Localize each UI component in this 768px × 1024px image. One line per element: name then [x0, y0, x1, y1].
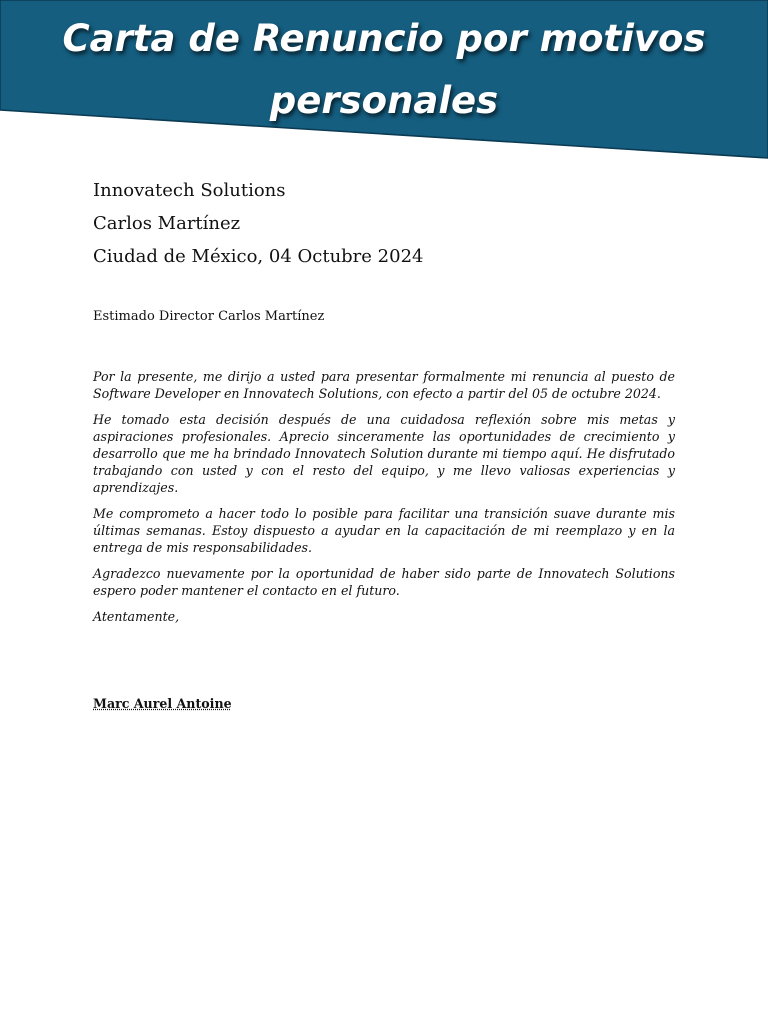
- letter-header: [93, 174, 683, 273]
- place-date: Ciudad de México, 04 Octubre 2024: [93, 246, 424, 267]
- paragraph: He tomado esta decisión después de una cuidadosa reflexión sobre mis metas y aspiraciones profesionales. Aprecio sinceramente las oportunidades de crecimiento y desarrollo que me ha brindado Innovatech Solution durante mi tiempo aquí. He disfrutado trabajando con usted y con el resto del equipo, y me llevo valiosas experiencias y aprendizajes.: [93, 412, 675, 495]
- paragraph: Por la presente, me dirijo a usted para presentar formalmente mi renuncia al puesto de Software Developer en Innovatech Solutions, con efecto a partir del 05 de octubre 2024.: [93, 369, 675, 401]
- paragraph: Agradezco nuevamente por la oportunidad de haber sido parte de Innovatech Solutions espero poder mantener el contacto en el futuro.: [93, 566, 675, 598]
- salutation: Estimado Director Carlos Martínez: [93, 309, 325, 324]
- letter-body: [93, 368, 675, 634]
- recipient-name: Carlos Martínez: [93, 213, 241, 234]
- paragraph: Me comprometo a hacer todo lo posible para facilitar una transición suave durante mis últimas semanas. Estoy dispuesto a ayudar en la capacitación de mi reemplazo y en la entrega de mis responsabilidades.: [93, 506, 675, 555]
- title-line-1: Carta de Renuncio por motivos: [62, 17, 706, 60]
- closing: Atentamente,: [93, 609, 180, 624]
- header-banner: [0, 0, 768, 170]
- title-line-2: personales: [269, 79, 499, 122]
- company-name: Innovatech Solutions: [93, 180, 286, 201]
- signature-name: Marc Aurel Antoine: [93, 696, 232, 711]
- page-title: [0, 8, 768, 132]
